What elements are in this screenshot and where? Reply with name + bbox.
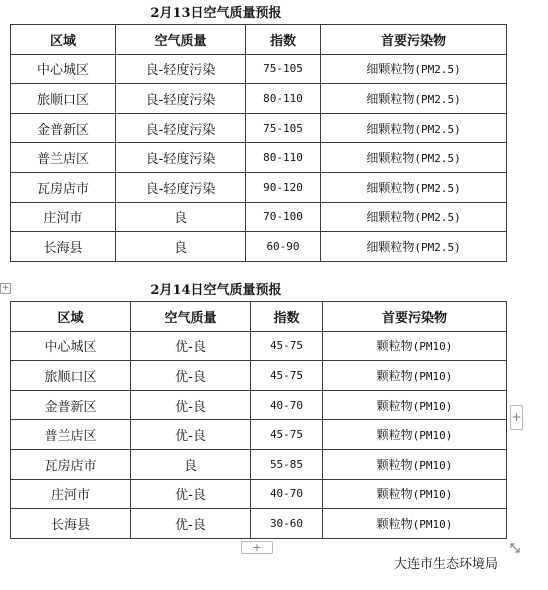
table-row (11, 361, 507, 391)
pollutant-name: 细颗粒物 (366, 239, 415, 254)
column-header-area: 区域 (11, 25, 116, 55)
pollutant-name: 颗粒物 (376, 428, 413, 443)
pollutant-name: 细颗粒物 (366, 151, 415, 166)
cell-quality: 良-轻度污染 (116, 113, 246, 143)
pollutant-name: 颗粒物 (376, 339, 413, 354)
pollutant-name: 颗粒物 (376, 457, 413, 472)
cell-quality: 优-良 (131, 479, 251, 509)
pollutant-name: 颗粒物 (376, 487, 413, 502)
table-row (11, 479, 507, 509)
add-row-button[interactable] (241, 541, 273, 554)
cell-index: 60-90 (246, 232, 321, 262)
cell-area: 瓦房店市 (11, 172, 116, 202)
column-header-pollutant: 首要污染物 (323, 302, 507, 332)
table-row (11, 84, 507, 114)
column-header-index: 指数 (251, 302, 323, 332)
cell-quality: 良 (116, 202, 246, 232)
table-row (11, 172, 507, 202)
cell-pollutant (323, 390, 507, 420)
cell-index: 70-100 (246, 202, 321, 232)
cell-index: 45-75 (251, 420, 323, 450)
cell-area: 旅顺口区 (11, 84, 116, 114)
cell-quality: 优-良 (131, 390, 251, 420)
table-row (11, 54, 507, 84)
cell-area: 普兰店区 (11, 420, 131, 450)
table-header-row (11, 302, 507, 332)
pollutant-name: 颗粒物 (376, 516, 413, 531)
air-quality-table-feb14 (10, 301, 507, 539)
cell-area: 瓦房店市 (11, 449, 131, 479)
cell-index: 30-60 (251, 509, 323, 539)
cell-area: 旅顺口区 (11, 361, 131, 391)
cell-index: 80-110 (246, 84, 321, 114)
cell-quality: 良-轻度污染 (116, 84, 246, 114)
cell-pollutant (321, 84, 507, 114)
pollutant-code: (PM2.5) (414, 240, 461, 254)
pollutant-name: 细颗粒物 (366, 180, 415, 195)
pollutant-code: (PM2.5) (414, 122, 461, 136)
cell-quality: 良-轻度污染 (116, 54, 246, 84)
cell-quality: 优-良 (131, 331, 251, 361)
cell-pollutant (323, 479, 507, 509)
pollutant-code: (PM10) (412, 458, 453, 472)
column-header-quality: 空气质量 (116, 25, 246, 55)
pollutant-name: 细颗粒物 (366, 91, 415, 106)
table-row (11, 331, 507, 361)
table-row (11, 509, 507, 539)
cell-index: 45-75 (251, 361, 323, 391)
cell-pollutant (323, 331, 507, 361)
pollutant-code: (PM2.5) (414, 152, 461, 166)
pollutant-name: 颗粒物 (376, 368, 413, 383)
column-header-quality: 空气质量 (131, 302, 251, 332)
table-2-title-text: 2月14日空气质量预报 (150, 283, 282, 298)
cell-area: 中心城区 (11, 331, 131, 361)
air-quality-table-feb13 (10, 24, 507, 262)
cell-pollutant (323, 361, 507, 391)
pollutant-code: (PM10) (412, 517, 453, 531)
table-row (11, 232, 507, 262)
cell-area: 庄河市 (11, 479, 131, 509)
cell-quality: 良-轻度污染 (116, 172, 246, 202)
table-row (11, 449, 507, 479)
column-header-area: 区域 (11, 302, 131, 332)
cell-index: 90-120 (246, 172, 321, 202)
cell-area: 中心城区 (11, 54, 116, 84)
pollutant-code: (PM10) (412, 399, 453, 413)
pollutant-code: (PM10) (412, 369, 453, 383)
cell-area: 金普新区 (11, 390, 131, 420)
pollutant-code: (PM2.5) (414, 63, 461, 77)
pollutant-code: (PM2.5) (414, 181, 461, 195)
plus-icon: + (511, 410, 522, 424)
cell-pollutant (323, 509, 507, 539)
move-icon: + (1, 283, 10, 293)
pollutant-code: (PM2.5) (414, 92, 461, 106)
pollutant-name: 细颗粒物 (366, 62, 415, 77)
table-row (11, 390, 507, 420)
cell-quality: 良-轻度污染 (116, 143, 246, 173)
table-row (11, 202, 507, 232)
table-1-title-text: 2月13日空气质量预报 (150, 6, 282, 21)
cell-quality: 良 (116, 232, 246, 262)
table-header-row (11, 25, 507, 55)
plus-icon: + (252, 541, 262, 554)
pollutant-name: 细颗粒物 (366, 210, 415, 225)
cell-index: 40-70 (251, 390, 323, 420)
pollutant-name: 细颗粒物 (366, 121, 415, 136)
table-row (11, 143, 507, 173)
cell-pollutant (323, 449, 507, 479)
column-header-pollutant: 首要污染物 (321, 25, 507, 55)
resize-diagonal-icon (508, 541, 522, 555)
cell-pollutant (321, 54, 507, 84)
cell-quality: 优-良 (131, 361, 251, 391)
table-row (11, 420, 507, 450)
cell-pollutant (321, 202, 507, 232)
cell-area: 金普新区 (11, 113, 116, 143)
issuer-signature: 大连市生态环境局 (393, 557, 498, 572)
pollutant-code: (PM10) (412, 488, 453, 502)
pollutant-code: (PM2.5) (414, 211, 461, 225)
cell-index: 75-105 (246, 113, 321, 143)
cell-area: 普兰店区 (11, 143, 116, 173)
cell-pollutant (321, 232, 507, 262)
table-1-title (10, 6, 506, 22)
cell-pollutant (321, 143, 507, 173)
cell-quality: 优-良 (131, 509, 251, 539)
pollutant-name: 颗粒物 (376, 398, 413, 413)
cell-pollutant (321, 113, 507, 143)
cell-index: 40-70 (251, 479, 323, 509)
cell-quality: 良 (131, 449, 251, 479)
cell-index: 80-110 (246, 143, 321, 173)
cell-pollutant (321, 172, 507, 202)
cell-quality: 优-良 (131, 420, 251, 450)
table-row (11, 113, 507, 143)
column-header-index: 指数 (246, 25, 321, 55)
pollutant-code: (PM10) (412, 429, 453, 443)
cell-area: 长海县 (11, 509, 131, 539)
cell-index: 55-85 (251, 449, 323, 479)
cell-pollutant (323, 420, 507, 450)
cell-area: 庄河市 (11, 202, 116, 232)
pollutant-code: (PM10) (412, 340, 453, 354)
cell-index: 75-105 (246, 54, 321, 84)
add-column-button[interactable] (510, 405, 523, 430)
cell-index: 45-75 (251, 331, 323, 361)
table-resize-handle[interactable] (508, 540, 522, 554)
cell-area: 长海县 (11, 232, 116, 262)
table-2-title (10, 283, 506, 299)
